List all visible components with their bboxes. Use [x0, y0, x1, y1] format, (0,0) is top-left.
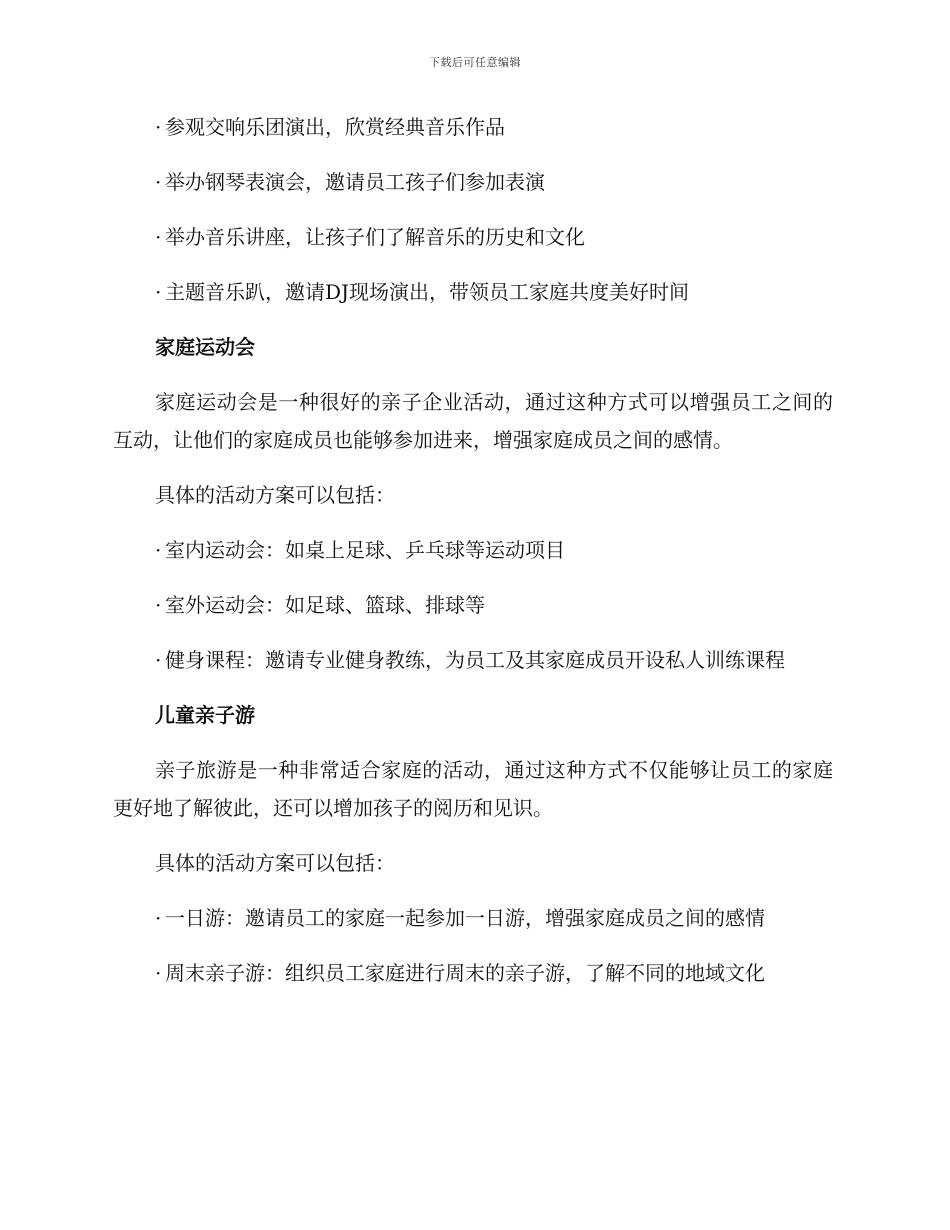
- bullet-item: [113, 273, 833, 311]
- bullet-text: 参观交响乐团演出，欣赏经典音乐作品: [165, 115, 505, 139]
- bullet-text: 主题音乐趴，邀请DJ现场演出，带领员工家庭共度美好时间: [165, 280, 690, 304]
- bullet-marker: ·: [155, 280, 162, 304]
- bullet-text: 举办音乐讲座，让孩子们了解音乐的历史和文化: [165, 225, 585, 249]
- bullet-item: [113, 108, 833, 146]
- bullet-text: 健身课程：邀请专业健身教练，为员工及其家庭成员开设私人训练课程: [165, 648, 785, 672]
- bullet-marker: ·: [155, 961, 162, 985]
- bullet-marker: ·: [155, 115, 162, 139]
- document-body: [113, 108, 833, 1009]
- header-note: 下载后可任意编辑: [429, 56, 521, 69]
- paragraph: 具体的活动方案可以包括：: [155, 483, 395, 507]
- bullet-item: [113, 163, 833, 201]
- bullet-marker: ·: [155, 906, 162, 930]
- bullet-item: [113, 218, 833, 256]
- paragraph: 具体的活动方案可以包括：: [155, 851, 395, 875]
- bullet-item: [113, 899, 833, 937]
- bullet-text: 室外运动会：如足球、篮球、排球等: [165, 593, 485, 617]
- paragraph: 家庭运动会是一种很好的亲子企业活动，通过这种方式可以增强员工之间的互动，让他们的家庭成员也能够参加进来，增强家庭成员之间的感情。: [113, 390, 833, 452]
- bullet-marker: ·: [155, 538, 162, 562]
- paragraph: 亲子旅游是一种非常适合家庭的活动，通过这种方式不仅能够让员工的家庭更好地了解彼此，还可以增加孩子的阅历和见识。: [113, 758, 833, 820]
- section-heading-family-sports: 家庭运动会: [155, 335, 255, 359]
- bullet-marker: ·: [155, 170, 162, 194]
- bullet-text: 举办钢琴表演会，邀请员工孩子们参加表演: [165, 170, 545, 194]
- bullet-item: [113, 586, 833, 624]
- bullet-marker: ·: [155, 648, 162, 672]
- bullet-marker: ·: [155, 225, 162, 249]
- bullet-marker: ·: [155, 593, 162, 617]
- bullet-item: [113, 531, 833, 569]
- bullet-text: 室内运动会：如桌上足球、乒乓球等运动项目: [165, 538, 565, 562]
- bullet-text: 周末亲子游：组织员工家庭进行周末的亲子游，了解不同的地域文化: [165, 961, 765, 985]
- bullet-item: [113, 954, 833, 992]
- bullet-item: [113, 641, 833, 679]
- bullet-text: 一日游：邀请员工的家庭一起参加一日游，增强家庭成员之间的感情: [165, 906, 765, 930]
- section-heading-kids-family-trip: 儿童亲子游: [155, 703, 255, 727]
